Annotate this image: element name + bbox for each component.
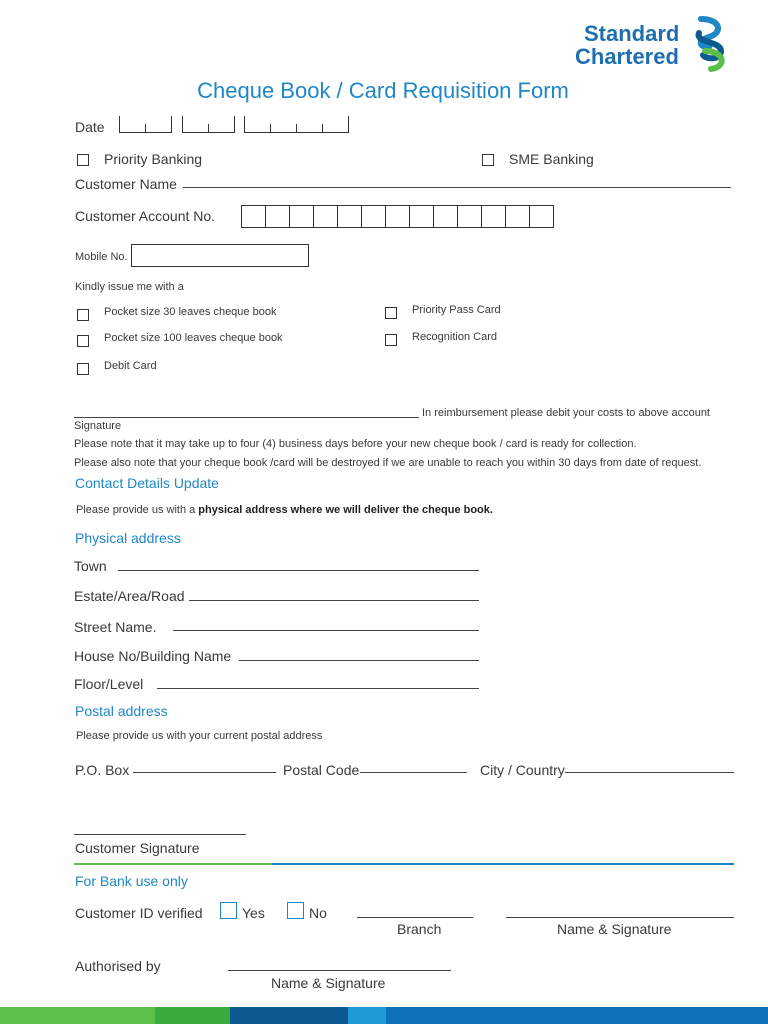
branch-field[interactable] (357, 917, 473, 918)
date-day-field[interactable] (119, 116, 172, 133)
town-field[interactable] (118, 570, 479, 571)
date-month-field[interactable] (182, 116, 235, 133)
priority-pass-checkbox[interactable] (385, 307, 397, 319)
footer-bar-blue (386, 1007, 768, 1024)
city-country-field[interactable] (565, 772, 734, 773)
priority-banking-checkbox[interactable] (77, 154, 89, 166)
customer-name-label: Customer Name (75, 176, 177, 192)
footer-bar-light-blue (348, 1007, 386, 1024)
authorised-by-label: Authorised by (75, 958, 161, 974)
signature-label: Signature (74, 420, 122, 432)
account-number-boxes[interactable] (241, 205, 554, 228)
reimbursement-text: In reimbursement please debit your costs to above account (422, 407, 710, 419)
bank-name-signature-field[interactable] (506, 917, 734, 918)
customer-name-field[interactable] (183, 187, 731, 188)
pocket-30-label: Pocket size 30 leaves cheque book (104, 306, 277, 318)
date-year-field[interactable] (244, 116, 349, 133)
id-verified-yes-checkbox[interactable] (220, 902, 237, 919)
pocket-30-checkbox[interactable] (77, 309, 89, 321)
section-divider (74, 863, 734, 865)
mobile-field[interactable] (131, 244, 309, 267)
recognition-card-checkbox[interactable] (385, 334, 397, 346)
floor-field[interactable] (157, 688, 479, 689)
signature-field[interactable] (74, 417, 419, 418)
yes-label: Yes (242, 905, 265, 921)
debit-card-label: Debit Card (104, 360, 157, 372)
pocket-100-label: Pocket size 100 leaves cheque book (104, 332, 283, 344)
instruction-prefix: Please provide us with a (76, 504, 199, 516)
id-verified-label: Customer ID verified (75, 905, 203, 921)
street-label: Street Name. (74, 619, 157, 635)
postal-address-note: Please provide us with your current postal address (76, 730, 323, 742)
mobile-label: Mobile No. (75, 251, 128, 263)
authorised-name-signature-label: Name & Signature (271, 975, 386, 991)
form-title: Cheque Book / Card Requisition Form (197, 78, 569, 103)
brand-name-line2: Chartered (575, 44, 679, 69)
city-country-label: City / Country (480, 762, 565, 778)
branch-label: Branch (397, 921, 442, 937)
estate-field[interactable] (189, 600, 479, 601)
sme-banking-checkbox[interactable] (482, 154, 494, 166)
customer-signature-label: Customer Signature (75, 840, 200, 856)
issue-intro: Kindly issue me with a (75, 281, 184, 293)
customer-signature-field[interactable] (74, 834, 246, 835)
footer-bar-dark-blue (230, 1007, 348, 1024)
instruction-bold: physical address where we will deliver the cheque book. (198, 504, 493, 516)
bank-use-heading: For Bank use only (75, 873, 188, 889)
bank-name-signature-label: Name & Signature (557, 921, 672, 937)
estate-label: Estate/Area/Road (74, 588, 185, 604)
priority-pass-label: Priority Pass Card (412, 304, 501, 316)
postal-code-label: Postal Code (283, 762, 360, 778)
house-label: House No/Building Name (74, 648, 232, 664)
postal-address-heading: Postal address (75, 703, 168, 719)
account-number-label: Customer Account No. (75, 208, 216, 224)
sme-banking-label: SME Banking (509, 151, 594, 167)
pocket-100-checkbox[interactable] (77, 335, 89, 347)
id-verified-no-checkbox[interactable] (287, 902, 304, 919)
physical-address-heading: Physical address (75, 530, 181, 546)
house-field[interactable] (239, 660, 479, 661)
footer-bar-green (155, 1007, 230, 1024)
priority-banking-label: Priority Banking (104, 151, 203, 167)
destruction-note: Please also note that your cheque book /card will be destroyed if we are unable to reach you within 30 days from date of request. (74, 457, 702, 469)
footer-bar-green-light (0, 1007, 155, 1024)
recognition-card-label: Recognition Card (412, 331, 497, 343)
physical-address-instruction (76, 504, 493, 516)
floor-label: Floor/Level (74, 676, 144, 692)
po-box-label: P.O. Box (75, 762, 130, 778)
town-label: Town (74, 558, 107, 574)
po-box-field[interactable] (133, 772, 276, 773)
contact-details-heading: Contact Details Update (75, 475, 219, 491)
brand-name-line1: Standard (584, 21, 680, 46)
brand-logo (575, 20, 735, 72)
no-label: No (309, 905, 327, 921)
postal-code-field[interactable] (360, 772, 467, 773)
debit-card-checkbox[interactable] (77, 363, 89, 375)
street-field[interactable] (173, 630, 479, 631)
authorised-by-field[interactable] (228, 970, 451, 971)
collection-note: Please note that it may take up to four (4) business days before your new cheque book / card is ready for collection. (74, 438, 637, 450)
date-label: Date (75, 119, 105, 135)
sc-swirl-logo-icon (691, 15, 733, 73)
